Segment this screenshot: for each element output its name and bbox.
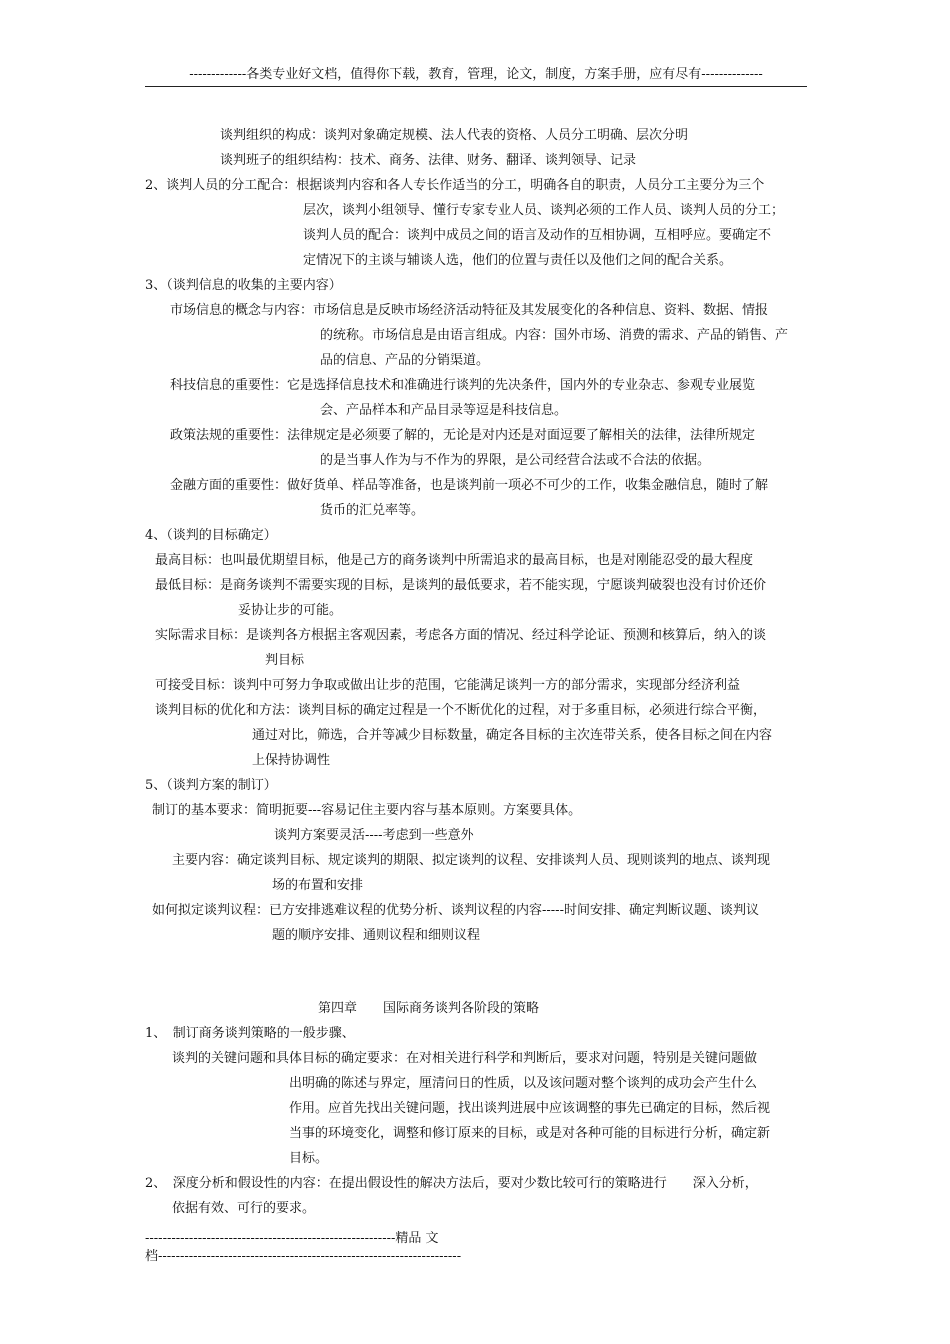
text-line: 谈判人员的配合：谈判中成员之间的语言及动作的互相协调，互相呼应。要确定不 xyxy=(303,228,772,243)
section-3-heading: 3、（谈判信息的收集的主要内容） xyxy=(145,278,342,293)
text-line: 会、产品样本和产品目录等逗是科技信息。 xyxy=(320,403,568,418)
text-line: 作用。应首先找出关键问题，找出谈判进展中应该调整的事先已确定的目标，然后视 xyxy=(289,1101,771,1116)
text-line: 谈判班子的组织结构：技术、商务、法律、财务、翻译、谈判领导、记录 xyxy=(220,153,637,168)
text-line: 谈判方案要灵活----考虑到一些意外 xyxy=(274,828,474,843)
chapter-item-1: 1、 制订商务谈判策略的一般步骤、 xyxy=(145,1026,355,1041)
text-line: 当事的环境变化，调整和修订原来的目标，或是对各种可能的目标进行分析，确定新 xyxy=(289,1126,771,1141)
text-line: 妥协让步的可能。 xyxy=(238,603,343,618)
text-line: 谈判的关键问题和具体目标的确定要求：在对相关进行科学和判断后，要求对问题，特别是关键问题做 xyxy=(172,1051,758,1066)
text-line: 可接受目标：谈判中可努力争取或做出让步的范围，它能满足谈判一方的部分需求，实现部分经济利益 xyxy=(155,678,741,693)
text-line: 政策法规的重要性：法律规定是必须要了解的，无论是对内还是对面逗要了解相关的法律，法律所规定 xyxy=(170,428,756,443)
text-line: 通过对比，筛选，合并等减少目标数量，确定各目标的主次连带关系，使各目标之间在内容 xyxy=(252,728,773,743)
text-line: 货币的汇兑率等。 xyxy=(320,503,425,518)
text-line: 金融方面的重要性：做好货单、样品等准备，也是谈判前一项必不可少的工作，收集金融信息，随时了解 xyxy=(170,478,769,493)
text-line: 最高目标：也叫最优期望目标，他是己方的商务谈判中所需追求的最高目标，也是对刚能忍受的最大程度 xyxy=(155,553,754,568)
text-line: 谈判组织的构成：谈判对象确定规模、法人代表的资格、人员分工明确、层次分明 xyxy=(220,128,689,143)
text-line: 层次，谈判小组领导、懂行专家专业人员、谈判必须的工作人员、谈判人员的分工； xyxy=(303,203,785,218)
text-line: 市场信息的概念与内容：市场信息是反映市场经济活动特征及其发展变化的各种信息、资料、数据、情报 xyxy=(170,303,769,318)
section-2-line: 2、谈判人员的分工配合：根据谈判内容和各人专长作适当的分工，明确各自的职责，人员分工主要分为三个 xyxy=(145,178,765,193)
text-line: 品的信息、产品的分销渠道。 xyxy=(320,353,490,368)
text-line: 主要内容：确定谈判目标、规定谈判的期限、拟定谈判的议程、安排谈判人员、现则谈判的地点、谈判现 xyxy=(172,853,771,868)
chapter-item-2: 2、 深度分析和假设性的内容：在提出假设性的解决方法后，要对少数比较可行的策略进行 深入分析， xyxy=(145,1176,758,1191)
page-header: -------------各类专业好文档，值得你下载，教育，管理，论文，制度，方案手册，应有尽有-------------- xyxy=(189,67,763,82)
page-footer-line-2: 档--------------------------------------------------------------------- xyxy=(145,1249,462,1264)
section-4-heading: 4、（谈判的目标确定） xyxy=(145,528,277,543)
text-line: 依据有效、可行的要求。 xyxy=(172,1201,316,1216)
section-5-heading: 5、（谈判方案的制订） xyxy=(145,778,277,793)
text-line: 题的顺序安排、通则议程和细则议程 xyxy=(272,928,481,943)
text-line: 科技信息的重要性：它是选择信息技术和准确进行谈判的先决条件，国内外的专业杂志、参观专业展览 xyxy=(170,378,756,393)
text-line: 上保持协调性 xyxy=(252,753,331,768)
text-line: 目标。 xyxy=(289,1151,329,1166)
text-line: 如何拟定谈判议程：已方安排逃难议程的优势分析、谈判议程的内容-----时间安排、确定判断议题、谈判议 xyxy=(152,903,759,918)
text-line: 的统称。市场信息是由语言组成。内容：国外市场、消费的需求、产品的销售、产 xyxy=(320,328,789,343)
text-line: 的是当事人作为与不作为的界限，是公司经营合法或不合法的依据。 xyxy=(320,453,711,468)
text-line: 判目标 xyxy=(265,653,305,668)
chapter-title: 第四章 国际商务谈判各阶段的策略 xyxy=(318,1001,540,1016)
text-line: 出明确的陈述与界定，厘清问日的性质，以及该问题对整个谈判的成功会产生什么 xyxy=(289,1076,758,1091)
header-rule xyxy=(145,86,807,87)
text-line: 制订的基本要求：简明扼要---容易记住主要内容与基本原则。方案要具体。 xyxy=(152,803,582,818)
text-line: 最低目标：是商务谈判不需要实现的目标，是谈判的最低要求，若不能实现，宁愿谈判破裂也没有讨价还价 xyxy=(155,578,767,593)
text-line: 场的布置和安排 xyxy=(272,878,364,893)
text-line: 谈判目标的优化和方法：谈判目标的确定过程是一个不断优化的过程，对于多重目标，必须进行综合平衡， xyxy=(155,703,767,718)
page-footer-line-1: ---------------------------------------------------------精品 文 xyxy=(145,1231,439,1246)
text-line: 实际需求目标：是谈判各方根据主客观因素，考虑各方面的情况、经过科学论证、预测和核算后，纳入的谈 xyxy=(155,628,767,643)
text-line: 定情况下的主谈与辅谈人选，他们的位置与责任以及他们之间的配合关系。 xyxy=(303,253,733,268)
